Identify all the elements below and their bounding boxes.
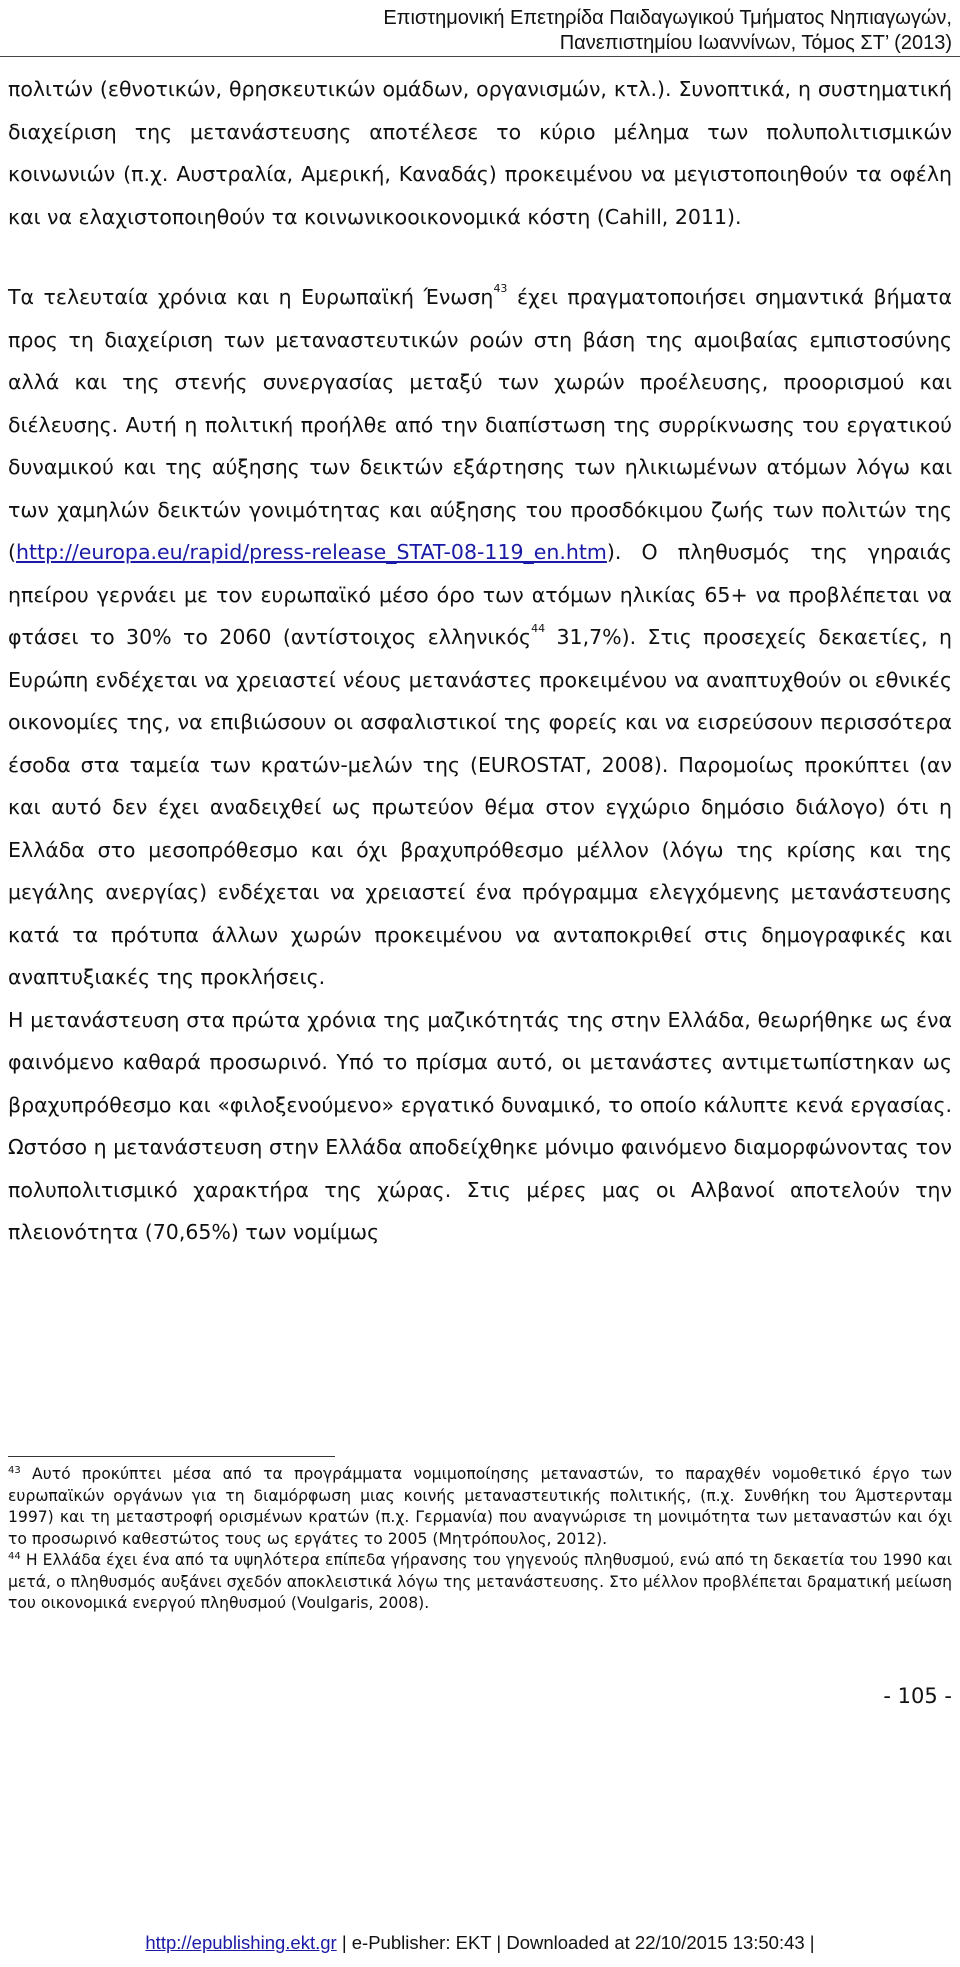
footnote-44	[8, 1550, 952, 1615]
download-footer	[0, 1932, 960, 1954]
footnote-text: Αυτό προκύπτει μέσα από τα προγράμματα νομιμοποίησης μεταναστών, το παραχθέν νομοθετικό έργο των ευρωπαϊκών οργάνων για τη διαμόρφωση μιας κοινής μεταναστευτικής πολιτικής, (π.χ. Συνθήκη του Άμστερνταμ 1997) και τη μεταστροφή ορισμένων κρατών (π.χ. Γερμανία) που αναγνώρισε τη μονιμότητα των μεταναστών και όχι το προσωρινό καθεστώτος τους ως εργάτες το 2005 (Μητρόπουλος, 2012).	[8, 1465, 952, 1548]
paragraph-2-part-c: ). Ο πληθυσμός της γηραιάς ηπείρου γερνάει με τον ευρωπαϊκό μέσο όρο των ατόμων ηλικίας 65+ να προβλέπεται να φτάσει το 30% το 2060 (αντίστοιχος ελληνικός	[8, 540, 952, 649]
footnote-number: 44	[8, 1551, 21, 1562]
header-journal-volume: Πανεπιστημίου Ιωαννίνων, Τόμος ΣΤ’ (2013)	[559, 32, 952, 54]
paragraph-2	[8, 276, 952, 999]
page-number: - 105 -	[883, 1684, 952, 1708]
main-text	[8, 68, 952, 1254]
footnote-separator	[8, 1456, 335, 1457]
paragraph-2-part-a: Τα τελευταία χρόνια και η Ευρωπαϊκή Ένωση	[8, 285, 494, 309]
footnote-number: 43	[8, 1465, 21, 1476]
header-divider	[0, 56, 960, 57]
europa-press-release-link[interactable]: http://europa.eu/rapid/press-release_STAT-08-119_en.htm	[16, 540, 607, 564]
paragraph-3: Η μετανάστευση στα πρώτα χρόνια της μαζικότητάς της στην Ελλάδα, θεωρήθηκε ως ένα φαινόμενο καθαρά προσωρινό. Υπό το πρίσμα αυτό, οι μετανάστες αντιμετωπίστηκαν ως βραχυπρόθεσμο και «φιλοξενούμενο» εργατικό δυναμικό, το οποίο κάλυπτε κενά εργασίας. Ωστόσο η μετανάστευση στην Ελλάδα αποδείχθηκε μόνιμο φαινόμενο διαμορφώνοντας τον πολυπολιτισμικό χαρακτήρα της χώρας. Στις μέρες μας οι Αλβανοί αποτελούν την πλειονότητα (70,65%) των νομίμως	[8, 1007, 952, 1244]
footnote-ref-43[interactable]: 43	[493, 282, 508, 295]
paragraph-2-part-b: έχει πραγματοποιήσει σημαντικά βήματα προς τη διαχείριση των μεταναστευτικών ροών στη βάση της αμοιβαίας εμπιστοσύνης αλλά και της στενής συνεργασίας μεταξύ των χωρών προέλευσης, προορισμού και διέλευσης. Αυτή η πολιτική προήλθε από την διαπίστωση της συρρίκνωσης του εργατικού δυναμικού και της αύξησης των δεικτών εξάρτησης των ηλικιωμένων ατόμων λόγω και των χαμηλών δεικτών γονιμότητας και αύξησης του προσδόκιμου ζωής των πολιτών της (	[8, 285, 952, 564]
paragraph-2-part-d: 31,7%). Στις προσεχείς δεκαετίες, η Ευρώπη ενδέχεται να χρειαστεί νέους μετανάστες προκειμένου να αναπτυχθούν οι εθνικές οικονομίες της, να επιβιώσουν οι ασφαλιστικοί της φορείς και να εισρεύσουν περισσότερα έσοδα στα ταμεία των κρατών-μελών της (EUROSTAT, 2008). Παρομοίως προκύπτει (αν και αυτό δεν έχει αναδειχθεί ως πρωτεύον θέμα στον εγχώριο δημόσιο διάλογο) ότι η Ελλάδα στο μεσοπρόθεσμο και όχι βραχυπρόθεσμο μέλλον (λόγω της κρίσης και της μεγάλης ανεργίας) ενδέχεται να χρειαστεί ένα πρόγραμμα ελεγχόμενης μετανάστευσης κατά τα πρότυπα άλλων χωρών προκειμένου να ανταποκριθεί στις δημογραφικές και αναπτυξιακές της προκλήσεις.	[8, 625, 953, 989]
paragraph-1: πολιτών (εθνοτικών, θρησκευτικών ομάδων, οργανισμών, κτλ.). Συνοπτικά, η συστηματική διαχείριση της μετανάστευσης αποτέλεσε το κύριο μέλημα των πολυπολιτισμικών κοινωνιών (π.χ. Αυστραλία, Αμερική, Καναδάς) προκειμένου να μεγιστοποιηθούν τα οφέλη και να ελαχιστοποιηθούν τα κοινωνικοοικονομικά κόστη (Cahill, 2011).	[8, 77, 952, 229]
header-journal-title: Επιστημονική Επετηρίδα Παιδαγωγικού Τμήματος Νηπιαγωγών,	[383, 7, 952, 29]
running-header	[383, 6, 952, 56]
epublishing-link[interactable]: http://epublishing.ekt.gr	[145, 1932, 337, 1953]
footer-download-info: | e-Publisher: EKT | Downloaded at 22/10/2015 13:50:43 |	[336, 1932, 815, 1953]
footnotes	[8, 1464, 952, 1615]
footnote-43	[8, 1464, 952, 1550]
footnote-text: Η Ελλάδα έχει ένα από τα υψηλότερα επίπεδα γήρανσης του γηγενούς πληθυσμού, ενώ από τη δεκαετία του 1990 και μετά, ο πληθυσμός αυξάνει σχεδόν αποκλειστικά λόγω της μετανάστευσης. Στο μέλλον προβλέπεται δραματική μείωση του οικονομικά ενεργού πληθυσμού (Voulgaris, 2008).	[8, 1551, 952, 1612]
footnote-ref-44[interactable]: 44	[531, 622, 546, 635]
paragraph-gap	[8, 238, 952, 276]
